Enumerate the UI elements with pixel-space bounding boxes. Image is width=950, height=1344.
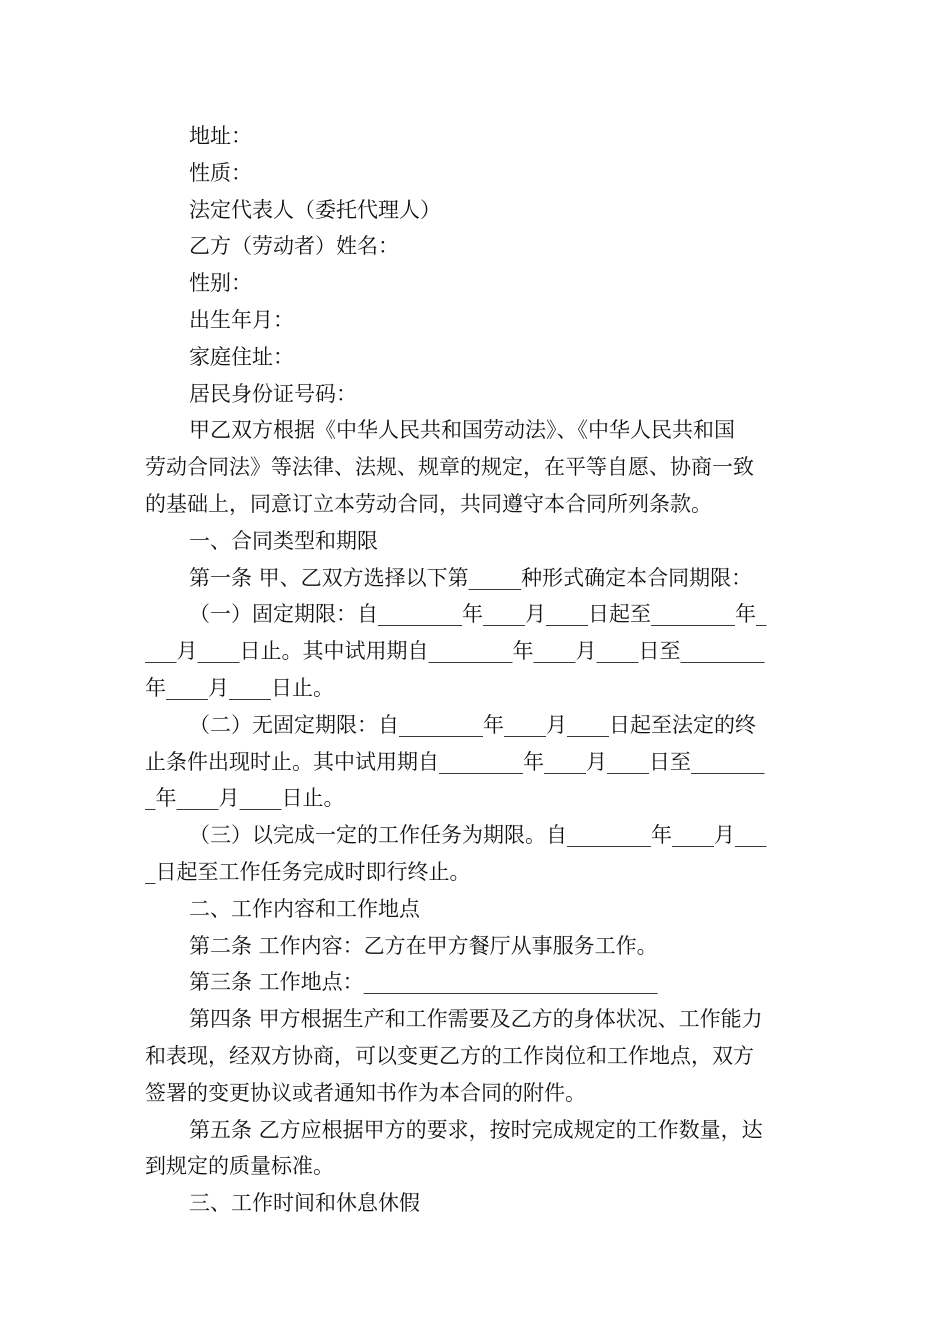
text-line: （二）无固定期限：自________年____月____日起至法定的终 [189, 712, 756, 737]
text-line: 的基础上，同意订立本劳动合同，共同遵守本合同所列条款。 [145, 491, 712, 516]
text-line: 第三条 工作地点：____________________________ [189, 970, 658, 995]
text-line: （三）以完成一定的工作任务为期限。自________年____月___ [189, 823, 767, 848]
text-line: 性别： [189, 271, 252, 296]
text-line: 第二条 工作内容：乙方在甲方餐厅从事服务工作。 [189, 933, 658, 958]
text-line: 地址： [189, 124, 252, 148]
text-line: （一）固定期限：自________年____月____日起至________年_ [189, 602, 767, 627]
text-line: 年____月____日止。 [145, 675, 334, 700]
text-line: 第一条 甲、乙双方选择以下第_____种形式确定本合同期限： [189, 565, 753, 590]
text-line: 和表现，经双方协商，可以变更乙方的工作岗位和工作地点，双方 [145, 1043, 754, 1068]
text-line: 止条件出现时止。其中试用期自________年____月____日至_______ [145, 749, 765, 774]
text-line: 第四条 甲方根据生产和工作需要及乙方的身体状况、工作能力 [189, 1007, 763, 1032]
text-line: 乙方（劳动者）姓名： [189, 234, 399, 259]
text-line: 法定代表人（委托代理人） [189, 197, 441, 222]
text-line: 出生年月： [189, 307, 294, 332]
text-line: 性质： [189, 160, 252, 185]
text-line: 到规定的质量标准。 [145, 1154, 334, 1179]
text-line: 二、工作内容和工作地点 [189, 896, 420, 921]
text-line: 签署的变更协议或者通知书作为本合同的附件。 [145, 1080, 586, 1105]
text-line: _日起至工作任务完成时即行终止。 [145, 859, 471, 884]
text-line: 劳动合同法》等法律、法规、规章的规定，在平等自愿、协商一致 [145, 455, 754, 480]
text-line: 甲乙双方根据《中华人民共和国劳动法》、《中华人民共和国 [189, 418, 735, 443]
text-line: 一、合同类型和期限 [189, 528, 378, 553]
document-body [145, 118, 807, 1222]
text-line: _年____月____日止。 [145, 786, 345, 811]
text-line: 第五条 乙方应根据甲方的要求，按时完成规定的工作数量，达 [189, 1117, 763, 1142]
text-line: ___月____日止。其中试用期自________年____月____日至________ [145, 639, 765, 664]
text-line: 居民身份证号码： [189, 381, 357, 406]
text-line: 三、工作时间和休息休假 [189, 1191, 420, 1216]
text-line: 家庭住址： [189, 344, 294, 369]
